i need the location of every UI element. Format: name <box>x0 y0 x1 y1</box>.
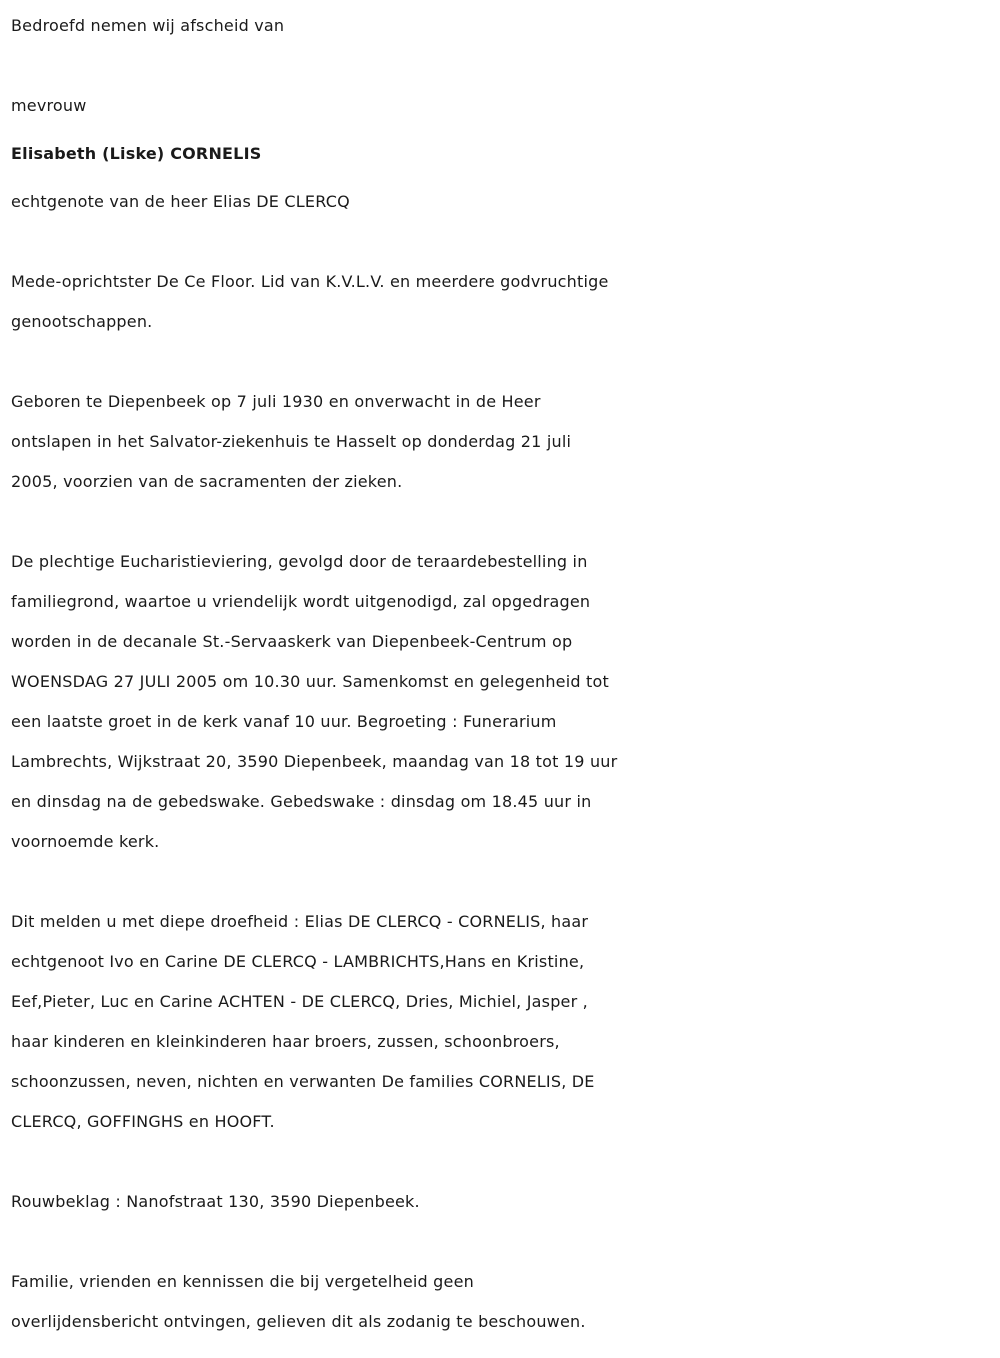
spacer <box>11 1142 996 1182</box>
paragraph-line: 2005, voorzien van de sacramenten der zieken. <box>11 472 403 491</box>
paragraph-line: Familie, vrienden en kennissen die bij vergetelheid geen <box>11 1272 474 1291</box>
spacer <box>11 46 996 86</box>
paragraph-line: WOENSDAG 27 JULI 2005 om 10.30 uur. Samenkomst en gelegenheid tot <box>11 672 609 691</box>
salutation: mevrouw <box>11 96 87 115</box>
paragraph-line: ontslapen in het Salvator-ziekenhuis te Hasselt op donderdag 21 juli <box>11 432 572 451</box>
paragraph-line: schoonzussen, neven, nichten en verwanten De families CORNELIS, DE <box>11 1072 595 1091</box>
paragraph-line: echtgenoot Ivo en Carine DE CLERCQ - LAMBRICHTS,Hans en Kristine, <box>11 952 585 971</box>
family-paragraph <box>11 902 996 1142</box>
closing-paragraph <box>11 1262 996 1342</box>
paragraph-line: familiegrond, waartoe u vriendelijk wordt uitgenodigd, zal opgedragen <box>11 592 591 611</box>
paragraph-line: Geboren te Diepenbeek op 7 juli 1930 en onverwacht in de Heer <box>11 392 541 411</box>
paragraph-line: en dinsdag na de gebedswake. Gebedswake : dinsdag om 18.45 uur in <box>11 792 592 811</box>
paragraph-line: Mede-oprichtster De Ce Floor. Lid van K.V.L.V. en meerdere godvruchtige <box>11 272 609 291</box>
spacer <box>11 502 996 542</box>
spacer <box>11 1222 996 1262</box>
paragraph-line: worden in de decanale St.-Servaaskerk van Diepenbeek-Centrum op <box>11 632 573 651</box>
paragraph-line: een laatste groet in de kerk vanaf 10 uur. Begroeting : Funerarium <box>11 712 557 731</box>
ceremony-paragraph <box>11 542 996 862</box>
condolence-address: Rouwbeklag : Nanofstraat 130, 3590 Diepenbeek. <box>11 1192 420 1211</box>
spacer <box>11 222 996 262</box>
spouse-line: echtgenote van de heer Elias DE CLERCQ <box>11 192 350 211</box>
paragraph-line: Dit melden u met diepe droefheid : Elias DE CLERCQ - CORNELIS, haar <box>11 912 589 931</box>
obituary-notice <box>11 6 996 1342</box>
paragraph-line: De plechtige Eucharistieviering, gevolgd door de teraardebestelling in <box>11 552 588 571</box>
spacer <box>11 862 996 902</box>
paragraph-line: genootschappen. <box>11 312 153 331</box>
birth-death-paragraph <box>11 382 996 502</box>
paragraph-line: CLERCQ, GOFFINGHS en HOOFT. <box>11 1112 275 1131</box>
spacer <box>11 342 996 382</box>
paragraph-line: haar kinderen en kleinkinderen haar broers, zussen, schoonbroers, <box>11 1032 560 1051</box>
membership-paragraph <box>11 262 996 342</box>
paragraph-line: voornoemde kerk. <box>11 832 160 851</box>
deceased-name: Elisabeth (Liske) CORNELIS <box>11 144 262 163</box>
paragraph-line: overlijdensbericht ontvingen, gelieven dit als zodanig te beschouwen. <box>11 1312 586 1331</box>
intro-text: Bedroefd nemen wij afscheid van <box>11 16 285 35</box>
paragraph-line: Lambrechts, Wijkstraat 20, 3590 Diepenbeek, maandag van 18 tot 19 uur <box>11 752 618 771</box>
paragraph-line: Eef,Pieter, Luc en Carine ACHTEN - DE CLERCQ, Dries, Michiel, Jasper , <box>11 992 588 1011</box>
